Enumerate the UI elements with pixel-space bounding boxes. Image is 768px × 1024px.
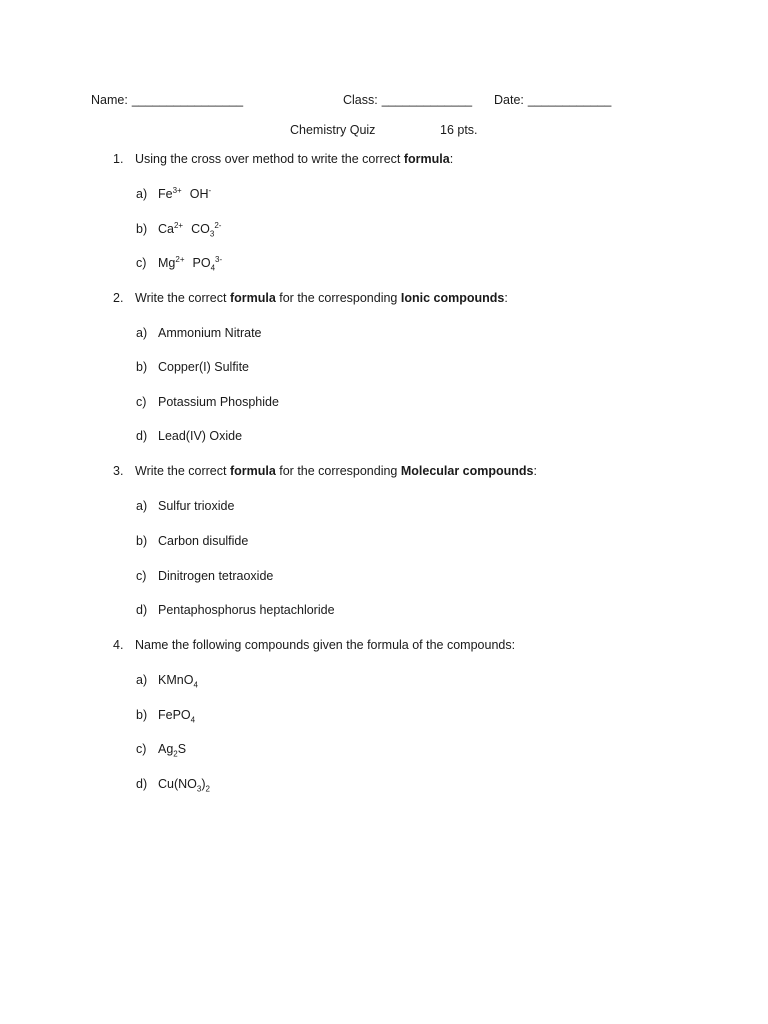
option-letter: d) <box>136 429 148 443</box>
option-letter: c) <box>136 569 147 583</box>
question-3 <box>113 464 537 478</box>
option-4c <box>136 742 187 759</box>
formula-part-1: Cu(NO <box>158 777 197 791</box>
question-number: 3. <box>113 464 124 478</box>
class-field <box>343 93 472 107</box>
option-letter: c) <box>136 256 147 270</box>
option-letter: d) <box>136 777 148 791</box>
question-bold-2: Molecular compounds <box>400 464 534 478</box>
ion-1: Fe <box>158 187 173 201</box>
option-3b <box>136 534 248 548</box>
question-text: Using the cross over method to write the correct <box>135 152 404 166</box>
ion-2-charge: - <box>208 185 212 195</box>
option-letter: c) <box>136 742 147 756</box>
title-row <box>0 123 768 141</box>
option-2c <box>136 395 279 409</box>
ion-2-charge: 3- <box>215 254 223 264</box>
ion-1-charge: 2+ <box>173 220 184 230</box>
option-letter: c) <box>136 395 147 409</box>
formula-part-1: Ag <box>158 742 174 756</box>
option-text: Copper(I) Sulfite <box>158 360 250 374</box>
option-text: Lead(IV) Oxide <box>158 429 243 443</box>
option-letter: d) <box>136 603 148 617</box>
question-number: 2. <box>113 291 124 305</box>
option-text: Dinitrogen tetraoxide <box>158 569 274 583</box>
formula-part-2: S <box>177 742 187 756</box>
class-blank: _____________ <box>381 93 473 107</box>
option-text: Carbon disulfide <box>158 534 249 548</box>
question-number: 1. <box>113 152 124 166</box>
question-suffix: : <box>533 464 537 478</box>
question-suffix: : <box>449 152 454 166</box>
ion-1-charge: 3+ <box>172 185 182 195</box>
date-label: Date: <box>494 93 524 107</box>
class-label: Class: <box>343 93 378 107</box>
question-number: 4. <box>113 638 124 652</box>
option-1c <box>136 254 223 273</box>
option-3c <box>136 569 273 583</box>
formula-part-1: KMnO <box>158 673 194 687</box>
option-1b <box>136 220 222 239</box>
question-2 <box>113 291 508 305</box>
question-bold: formula <box>403 152 450 166</box>
ion-2-subscript: 4 <box>210 263 216 273</box>
name-blank: ________________ <box>131 93 244 107</box>
option-letter: a) <box>136 326 148 340</box>
formula-subscript-2: 2 <box>205 784 210 794</box>
date-field <box>494 93 611 107</box>
option-4b <box>136 708 196 725</box>
formula-subscript-1: 2 <box>173 749 178 759</box>
option-letter: b) <box>136 222 148 236</box>
question-bold-2: Ionic compounds <box>400 291 505 305</box>
name-label: Name: <box>91 93 128 107</box>
question-1 <box>113 152 453 166</box>
question-middle: for the corresponding <box>275 464 401 478</box>
header-row <box>0 93 768 111</box>
date-blank: ____________ <box>527 93 612 107</box>
quiz-title: Chemistry Quiz <box>290 123 376 137</box>
question-text: Name the following compounds given the formula of the compounds: <box>135 638 516 652</box>
question-text: Write the correct <box>135 464 230 478</box>
question-middle: for the corresponding <box>275 291 401 305</box>
option-1a <box>136 187 211 201</box>
option-4d <box>136 777 210 794</box>
quiz-points: 16 pts. <box>440 123 478 137</box>
option-4a <box>136 673 198 690</box>
option-2a <box>136 326 262 340</box>
question-bold: formula <box>229 464 276 478</box>
question-suffix: : <box>504 291 508 305</box>
option-2b <box>136 360 249 374</box>
formula-part-2: ) <box>201 777 206 791</box>
option-text: Sulfur trioxide <box>158 499 235 513</box>
option-letter: b) <box>136 534 148 548</box>
ion-1-charge: 2+ <box>175 254 185 264</box>
formula-part-1: FePO <box>158 708 191 722</box>
option-text: Ammonium Nitrate <box>158 326 262 340</box>
ion-2: OH <box>189 187 209 201</box>
name-field <box>91 93 243 107</box>
ion-2-charge: 2- <box>214 220 222 230</box>
question-bold: formula <box>229 291 276 305</box>
option-letter: b) <box>136 360 148 374</box>
option-3d <box>136 603 335 617</box>
option-letter: a) <box>136 187 148 201</box>
option-text: Potassium Phosphide <box>158 395 279 409</box>
option-3a <box>136 499 234 513</box>
ion-1: Ca <box>158 222 174 236</box>
formula-subscript-1: 3 <box>196 784 202 794</box>
formula-subscript-1: 4 <box>193 680 198 690</box>
option-2d <box>136 429 242 443</box>
option-letter: b) <box>136 708 148 722</box>
ion-2-subscript: 3 <box>209 229 215 239</box>
ion-2: PO <box>192 256 211 270</box>
question-4 <box>113 638 515 652</box>
option-letter: a) <box>136 499 148 513</box>
ion-2: CO <box>191 222 210 236</box>
formula-subscript-1: 4 <box>190 715 196 725</box>
option-letter: a) <box>136 673 148 687</box>
ion-1: Mg <box>158 256 176 270</box>
option-text: Pentaphosphorus heptachloride <box>158 603 335 617</box>
question-text: Write the correct <box>135 291 230 305</box>
